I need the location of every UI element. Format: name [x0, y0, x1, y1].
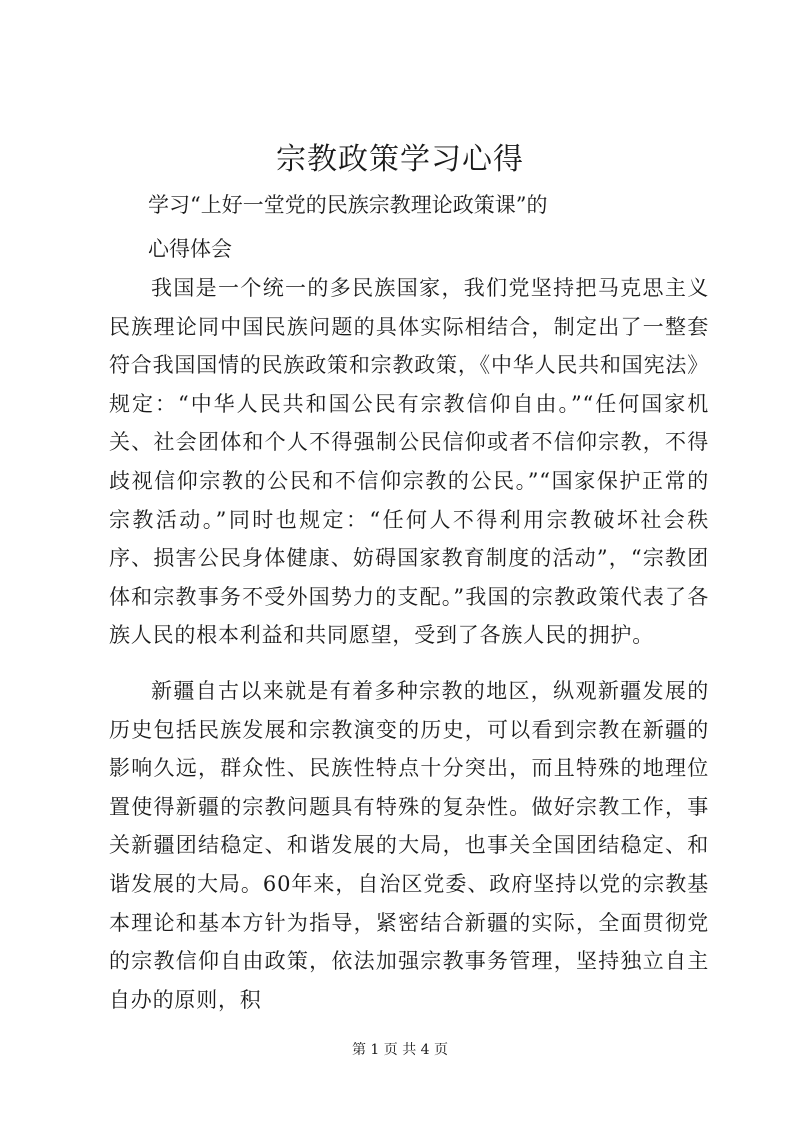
body-paragraph-1: 我国是一个统一的多民族国家，我们党坚持把马克思主义民族理论同中国民族问题的具体实际相结合，制定出了一整套符合我国国情的民族政策和宗教政策，《中华人民共和国宪法》规定：“中华人民共和国公民有宗教信仰自由。”“任何国家机关、社会团体和个人不得强制公民信仰或者不信仰宗教，不得歧视信仰宗教的公民和不信仰宗教的公民。”“国家保护正常的宗教活动。”同时也规定：“任何人不得利用宗教破坏社会秩序、损害公民身体健康、妨碍国家教育制度的活动”，“宗教团体和宗教事务不受外国势力的支配。”我国的宗教政策代表了各族人民的根本利益和共同愿望，受到了各族人民的拥护。 — [109, 276, 709, 648]
body-paragraph-2: 新疆自古以来就是有着多种宗教的地区，纵观新疆发展的历史包括民族发展和宗教演变的历史，可以看到宗教在新疆的影响久远，群众性、民族性特点十分突出，而且特殊的地理位置使得新疆的宗教问题具有特殊的复杂性。做好宗教工作，事关新疆团结稳定、和谐发展的大局，也事关全国团结稳定、和谐发展的大局。60年来，自治区党委、政府坚持以党的宗教基本理论和基本方针为指导，紧密结合新疆的实际，全面贯彻党的宗教信仰自由政策，依法加强宗教事务管理，坚持独立自主自办的原则，积 — [109, 679, 709, 1012]
page-footer: 第 1 页 共 4 页 — [351, 1042, 449, 1058]
subtitle-line-1: 学习“上好一堂党的民族宗教理论政策课”的 — [148, 193, 548, 217]
document-title: 宗教政策学习心得 — [276, 142, 524, 177]
subtitle-line-2: 心得体会 — [148, 237, 232, 261]
